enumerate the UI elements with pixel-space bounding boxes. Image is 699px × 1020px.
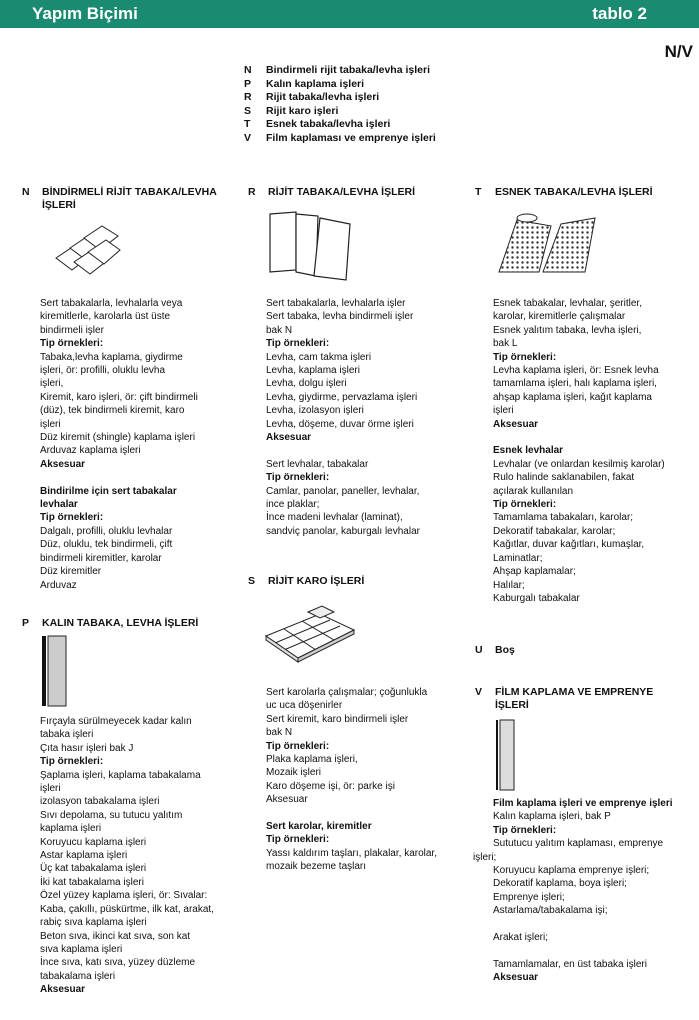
text-line: Levha kaplama işleri, ör: Esnek levha xyxy=(493,365,659,377)
text-line: işleri xyxy=(40,783,61,795)
section-title: FİLM KAPLAMA VE EMPRENYE İŞLERİ xyxy=(495,686,654,711)
text-line: Tamamlamalar, en üst tabaka işleri xyxy=(493,958,647,970)
text-line: Karo döşeme işi, ör: parke işi xyxy=(266,780,395,792)
text-line: sıva kaplama işleri xyxy=(40,943,123,955)
text-line: Esnek yalıtım tabaka, levha işleri, xyxy=(493,324,642,336)
text-line: Tip örnekleri: xyxy=(493,499,557,511)
section-title: BİNDİRMELİ RİJİT TABAKA/LEVHA İŞLERİ xyxy=(42,186,217,211)
text-line: Tip örnekleri: xyxy=(493,351,557,363)
text-line: Emprenye işleri; xyxy=(493,891,565,903)
text-line: uc uca döşenirler xyxy=(266,700,343,712)
text-line: izolasyon tabakalama işleri xyxy=(40,796,160,808)
text-line: Sert tabakalarla, levhalarla veya xyxy=(40,298,183,309)
text-line: Kiremit, karo işleri, ör: çift bindirmeli xyxy=(40,391,198,403)
text-line: Sert karolarla çalışmalar; çoğunlukla xyxy=(266,687,428,698)
section-n-header xyxy=(22,186,232,216)
text-line: bak L xyxy=(493,338,518,350)
text-line: kaplama işleri xyxy=(40,823,102,835)
section-letter: R xyxy=(248,186,256,198)
spacer xyxy=(493,944,693,957)
text-line: Astarlama/tabakalama işi; xyxy=(493,905,608,917)
text-line: Rulo halinde saklanabilen, fakat xyxy=(493,472,635,484)
legend-key: N xyxy=(244,64,252,76)
text-line: karolar, kiremitlerle çalışmalar xyxy=(493,311,626,323)
text-line: Tip örnekleri: xyxy=(40,338,104,350)
section-title: KALIN TABAKA, LEVHA İŞLERİ xyxy=(42,617,199,629)
text-line: bak N xyxy=(266,727,293,739)
text-line: işleri, xyxy=(40,378,64,390)
text-line: Aksesuar xyxy=(266,794,308,806)
text-line: işleri xyxy=(493,405,514,417)
text-line: bak N xyxy=(266,324,293,336)
text-line: Sututucu yalıtım kaplaması, emprenye xyxy=(493,838,664,850)
section-p-header xyxy=(22,617,232,633)
legend-row xyxy=(244,91,436,105)
legend-key: T xyxy=(244,118,251,131)
section-title: RİJİT TABAKA/LEVHA İŞLERİ xyxy=(268,186,416,198)
text-line: Kalın kaplama işleri, bak P xyxy=(493,811,611,823)
section-r-body xyxy=(266,297,466,538)
text-line: ince plaklar; xyxy=(266,499,320,511)
text-line: işleri; xyxy=(473,851,497,863)
text-line: Şaplama işleri, kaplama tabakalama xyxy=(40,769,201,781)
text-line: Fırçayla sürülmeyecek kadar kalın xyxy=(40,716,192,727)
text-line: Aksesuar xyxy=(493,972,539,984)
section-p-body xyxy=(40,715,240,997)
text-line: Sert levhalar, tabakalar xyxy=(266,458,369,470)
legend xyxy=(244,64,436,146)
text-line: kiremitlerle, karolarla üst üste xyxy=(40,311,171,323)
text-line: Aksesuar xyxy=(266,432,312,444)
section-letter: P xyxy=(22,617,30,629)
section-title: ESNEK TABAKA/LEVHA İŞLERİ xyxy=(495,186,653,198)
legend-row xyxy=(244,105,436,119)
section-n-body xyxy=(40,297,240,592)
text-line: işleri xyxy=(40,418,61,430)
text-line: rabiç sıva kaplama işleri xyxy=(40,917,147,929)
text-line: Düz kiremitler xyxy=(40,566,102,578)
text-line: Dekoratif tabakalar, karolar; xyxy=(493,525,616,537)
text-line: işleri, ör: profilli, oluklu levha xyxy=(40,365,166,377)
text-line: Sert tabakalarla, levhalarla işler xyxy=(266,298,406,309)
text-line: tabaka işleri xyxy=(40,729,94,741)
section-letter: T xyxy=(475,186,482,198)
thick-layer-illustration xyxy=(40,634,70,708)
text-line: Tip örnekleri: xyxy=(266,834,330,846)
text-line: Sert karolar, kiremitler xyxy=(266,821,372,833)
text-line: Aksesuar xyxy=(40,984,86,996)
section-letter: N xyxy=(22,186,30,198)
text-line: Arakat işleri; xyxy=(493,932,549,944)
text-line: Tabaka,levha kaplama, giydirme xyxy=(40,351,183,363)
text-line: İnce sıva, katı sıva, yüzey düzleme xyxy=(40,957,196,969)
legend-label: Bindirmeli rijit tabaka/levha işleri xyxy=(266,64,430,76)
legend-row xyxy=(244,132,436,146)
section-s-body xyxy=(266,686,466,874)
legend-label: Rijit tabaka/levha işleri xyxy=(266,91,380,104)
text-line: açılarak kullanılan xyxy=(493,485,574,497)
text-line: Sert kiremit, karo bindirmeli işler xyxy=(266,713,409,725)
page-header xyxy=(0,0,699,28)
text-line: Levha, cam takma işleri xyxy=(266,351,372,363)
spacer xyxy=(493,918,693,931)
page-title: Yapım Biçimi xyxy=(32,4,138,23)
text-line: Arduvaz xyxy=(40,579,77,591)
text-line: Astar kaplama işleri xyxy=(40,850,128,862)
text-line: sandviç panolar, kaburgalı levhalar xyxy=(266,525,420,537)
text-line: İnce madeni levhalar (laminat), xyxy=(266,512,403,524)
section-t-body xyxy=(493,297,693,605)
spacer xyxy=(266,807,466,820)
section-u-header xyxy=(475,644,685,660)
film-coating-illustration xyxy=(494,718,516,792)
text-line: mozaik bezeme taşları xyxy=(266,861,367,873)
text-line: Mozaik işleri xyxy=(266,767,322,779)
section-letter: S xyxy=(248,575,256,587)
text-line: Aksesuar xyxy=(40,458,86,470)
text-line: levhalar xyxy=(40,499,78,511)
text-line: Esnek levhalar xyxy=(493,445,564,457)
section-title: RİJİT KARO İŞLERİ xyxy=(268,575,365,587)
text-line: Çıta hasır işleri bak J xyxy=(40,742,134,754)
section-letter: U xyxy=(475,644,483,656)
text-line: Esnek tabakalar, levhalar, şeritler, xyxy=(493,298,642,309)
text-line: Kağıtlar, duvar kağıtları, kumaşlar, xyxy=(493,539,645,551)
text-line: Sert tabaka, levha bindirmeli işler xyxy=(266,311,414,323)
text-line: Laminatlar; xyxy=(493,552,543,564)
rigid-sheets-illustration xyxy=(266,210,356,282)
section-v-body xyxy=(473,797,693,985)
legend-row xyxy=(244,118,436,132)
legend-row xyxy=(244,64,436,78)
rigid-tiles-illustration xyxy=(262,600,356,670)
spacer xyxy=(40,471,240,484)
legend-label: Kalın kaplama işleri xyxy=(266,77,365,90)
text-line: Dekoratif kaplama, boya işleri; xyxy=(493,878,627,890)
section-code: N/V xyxy=(664,42,693,61)
legend-key: V xyxy=(244,131,252,144)
text-line: Camlar, panolar, paneller, levhalar, xyxy=(266,485,420,497)
spacer xyxy=(493,431,693,444)
text-line: Plaka kaplama işleri, xyxy=(266,754,358,766)
text-line: Tip örnekleri: xyxy=(266,472,330,484)
text-line: tamamlama işleri, halı kaplama işleri, xyxy=(493,378,657,390)
text-line: Levha, izolasyon işleri xyxy=(266,405,364,417)
legend-label: Rijit karo işleri xyxy=(266,104,339,117)
text-line: Dalgalı, profilli, oluklu levhalar xyxy=(40,525,173,537)
text-line: Özel yüzey kaplama işleri, ör: Sıvalar: xyxy=(40,890,208,902)
text-line: Koruyucu kaplama işleri xyxy=(40,836,147,848)
text-line: Kaba, çakıllı, püskürtme, ilk kat, arakat, xyxy=(40,903,214,915)
text-line: Tip örnekleri: xyxy=(40,512,104,524)
text-line: Sıvı depolama, su tutucu yalıtım xyxy=(40,809,183,821)
text-line: Üç kat tabakalama işleri xyxy=(40,863,147,875)
flexible-sheets-illustration xyxy=(495,210,601,276)
text-line: Düz kiremit (shingle) kaplama işleri xyxy=(40,432,196,444)
legend-row xyxy=(244,78,436,92)
text-line: Arduvaz kaplama işleri xyxy=(40,445,141,457)
text-line: Tamamlama tabakaları, karolar; xyxy=(493,512,634,524)
text-line: Ahşap kaplamalar; xyxy=(493,566,576,578)
section-letter: V xyxy=(475,686,483,698)
section-title: Boş xyxy=(495,644,515,656)
table-number: tablo 2 xyxy=(592,4,647,23)
text-line: Beton sıva, ikinci kat sıva, son kat xyxy=(40,930,191,942)
text-line: Tip örnekleri: xyxy=(266,740,330,752)
text-line: (düz), tek bindirmeli kiremit, karo xyxy=(40,405,185,417)
legend-key: R xyxy=(244,91,252,104)
text-line: ahşap kaplama işleri, kağıt kaplama xyxy=(493,391,652,403)
legend-key: S xyxy=(244,104,252,117)
text-line: Levha, giydirme, pervazlama işleri xyxy=(266,391,418,403)
text-line: Tip örnekleri: xyxy=(266,338,330,350)
legend-label: Film kaplaması ve emprenye işleri xyxy=(266,131,436,144)
text-line: Halılar; xyxy=(493,579,525,591)
legend-key: P xyxy=(244,77,252,90)
spacer xyxy=(266,444,466,457)
text-line: Düz, oluklu, tek bindirmeli, çift xyxy=(40,539,173,551)
section-s-header xyxy=(248,575,458,591)
section-v-header xyxy=(475,686,685,716)
overlapping-tiles-illustration xyxy=(52,218,124,280)
text-line: tabakalama işleri xyxy=(40,970,116,982)
text-line: Tip örnekleri: xyxy=(493,824,557,836)
text-line: bindirmeli kiremitler, karolar xyxy=(40,552,162,564)
text-line: Koruyucu kaplama emprenye işleri; xyxy=(493,865,650,877)
text-line: Tip örnekleri: xyxy=(40,756,104,768)
text-line: Levha, dolgu işleri xyxy=(266,378,347,390)
text-line: Bindirilme için sert tabakalar xyxy=(40,485,177,497)
text-line: İki kat tabakalama işleri xyxy=(40,876,144,888)
text-line: Levhalar (ve onlardan kesilmiş karolar) xyxy=(493,458,665,470)
text-line: Levha, kaplama işleri xyxy=(266,365,360,377)
text-line: bindirmeli işler xyxy=(40,324,104,336)
text-line: Levha, döşeme, duvar örme işleri xyxy=(266,418,414,430)
text-line: Kaburgalı tabakalar xyxy=(493,592,580,604)
legend-label: Esnek tabaka/levha işleri xyxy=(266,118,391,131)
text-line: Yassı kaldırım taşları, plakalar, karolar, xyxy=(266,847,437,859)
text-line: Aksesuar xyxy=(493,418,539,430)
text-line: Film kaplama işleri ve emprenye işleri xyxy=(493,798,673,809)
